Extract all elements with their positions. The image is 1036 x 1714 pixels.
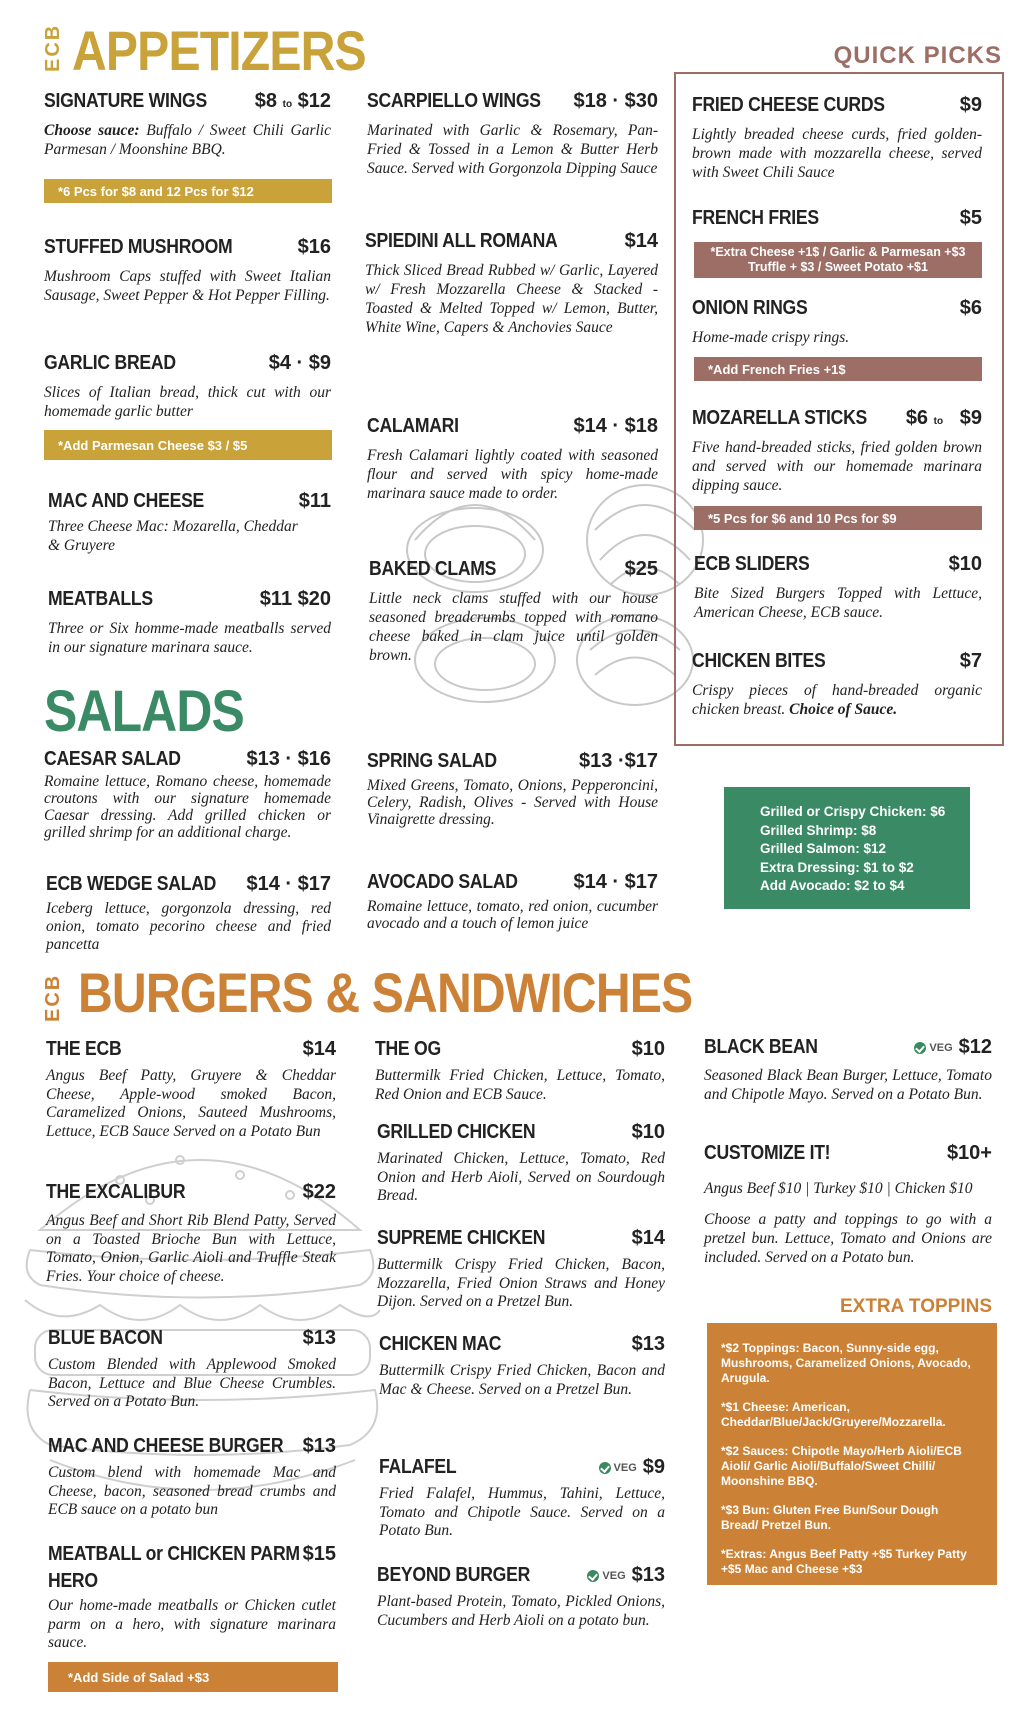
- menu-item-meatballs: [48, 588, 331, 657]
- extra-line: *$2 Toppings: Bacon, Sunny-side egg, Mushrooms, Caramelized Onions, Avocado, Arugula.: [721, 1341, 971, 1385]
- quick-picks-title: QUICK PICKS: [833, 42, 1002, 69]
- salad-spring: [367, 750, 658, 828]
- extra-line: *$2 Sauces: Chipotle Mayo/Herb Aioli/ECB Aioli/ Garlic Aioli/Buffalo/Sweet Chilli/ Moonshine BBQ.: [721, 1444, 962, 1488]
- extra-line: *$3 Bun: Gluten Free Bun/Sour Dough Bread/ Pretzel Bun.: [721, 1503, 939, 1532]
- item-description: Custom blend with homemade Mac and Cheese, bacon, seasoned bread crumbs and ECB sauce on a potato bun: [48, 1464, 336, 1518]
- item-description: Buttermilk Crispy Fried Chicken, Bacon, Mozzarella, Fried Onion Straws and Honey Dijon. Served on a Pretzel Bun.: [377, 1256, 665, 1310]
- item-description: Home-made crispy rings.: [692, 329, 850, 346]
- item-name: MEATBALLS: [48, 588, 153, 610]
- item-description: Angus Beef and Short Rib Blend Patty, Served on a Toasted Brioche Bun with Lettuce, Tomato, Onion, Garlic Aioli and Truffle Steak Fries. Your choice of cheese.: [46, 1212, 336, 1285]
- item-name: CAESAR SALAD: [44, 748, 181, 770]
- item-description: Little neck clams stuffed with our house seasoned breadcrumbs topped with romano cheese baked in clam juice until golden brown.: [369, 590, 658, 664]
- item-price: $13: [302, 1435, 336, 1457]
- item-price: VEG $13: [587, 1564, 665, 1587]
- item-name: BEYOND BURGER: [377, 1564, 531, 1586]
- item-price: $8 to $12: [254, 90, 331, 112]
- note-bar-onion-rings: *Add French Fries +1$: [694, 357, 982, 381]
- item-description: Mixed Greens, Tomato, Onions, Pepperoncini, Celery, Radish, Olives - Served with House Vinaigrette dressing.: [367, 777, 658, 828]
- veg-badge: VEG: [914, 1042, 952, 1054]
- burger-black-bean: [704, 1036, 992, 1104]
- qp-ecb-sliders: [694, 553, 982, 622]
- item-price: $16: [297, 236, 331, 258]
- burger-meatball-parm-hero: [48, 1543, 336, 1653]
- item-price: $13: [631, 1333, 665, 1355]
- sandwich-the-og: [375, 1038, 665, 1104]
- salad-ecb-wedge: [46, 873, 331, 954]
- item-name: FALAFEL: [379, 1456, 457, 1478]
- item-name: GARLIC BREAD: [44, 352, 176, 374]
- note-bar-fries: *Extra Cheese +1$ / Garlic & Parmesan +$3 Truffle + $3 / Sweet Potato +$1: [694, 242, 982, 278]
- menu-item-baked-clams: [369, 558, 658, 665]
- qp-chicken-bites: [692, 650, 982, 719]
- item-price: $9: [959, 94, 982, 116]
- qp-french-fries: [692, 207, 982, 230]
- item-price: $14: [302, 1038, 336, 1060]
- item-name: SCARPIELLO WINGS: [367, 90, 541, 112]
- item-description: Three Cheese Mac: Mozarella, Cheddar & Gruyere: [48, 518, 298, 554]
- check-icon: [587, 1570, 599, 1582]
- item-name: ECB SLIDERS: [694, 553, 810, 575]
- item-description: Slices of Italian bread, thick cut with our homemade garlic butter: [44, 384, 331, 420]
- item-description: Buttermilk Fried Chicken, Lettuce, Tomato, Red Onion and ECB Sauce.: [375, 1067, 665, 1103]
- item-price: $25: [624, 558, 658, 580]
- burger-customize-it: [704, 1142, 992, 1267]
- extra-line: *$1 Cheese: American, Cheddar/Blue/Jack/Gruyere/Mozzarella.: [721, 1400, 946, 1429]
- item-price: $6 to $9: [905, 407, 982, 429]
- item-price: $14: [631, 1227, 665, 1249]
- item-price: $11 $20: [259, 588, 331, 610]
- item-price: $13 ·$17: [579, 750, 658, 772]
- item-price: VEG $12: [914, 1036, 992, 1059]
- item-description: Seasoned Black Bean Burger, Lettuce, Tomato and Chipotle Mayo. Served on a Potato Bun.: [704, 1067, 992, 1103]
- qp-mozarella-sticks: [692, 407, 982, 495]
- item-name: CHICKEN MAC: [379, 1333, 502, 1355]
- item-name: BLUE BACON: [48, 1327, 163, 1349]
- item-price: $5: [959, 207, 982, 229]
- item-name: MOZARELLA STICKS: [692, 407, 868, 429]
- item-price: $10: [631, 1121, 665, 1143]
- sandwich-beyond-burger: [377, 1564, 665, 1630]
- menu-item-scarpiello-wings: [367, 90, 658, 178]
- item-description: Custom Blended with Applewood Smoked Bacon, Lettuce and Blue Cheese Crumbles. Served on a Potato Bun.: [48, 1356, 336, 1410]
- addon-line: Grilled Shrimp: $8: [760, 822, 877, 838]
- item-name: SUPREME CHICKEN: [377, 1227, 546, 1249]
- item-price: $14 · $17: [573, 871, 658, 893]
- qp-onion-rings: [692, 297, 982, 347]
- item-description: Three or Six homme-made meatballs served in our signature marinara sauce.: [48, 620, 331, 656]
- ecb-vertical-label: ECB: [42, 23, 64, 72]
- sandwich-supreme-chicken: [377, 1227, 665, 1312]
- sandwich-chicken-mac: [379, 1333, 665, 1399]
- item-name: FRENCH FRIES: [692, 207, 819, 229]
- item-description: Crispy pieces of hand-breaded organic chicken breast. Choice of Sauce.: [692, 682, 982, 718]
- note-bar-wings: *6 Pcs for $8 and 12 Pcs for $12: [44, 179, 332, 203]
- item-description: Fresh Calamari lightly coated with seasoned flour and served with spicy home-made marinara sauce made to order.: [367, 447, 658, 502]
- note-bar-mozarella: *5 Pcs for $6 and 10 Pcs for $9: [694, 506, 982, 530]
- item-description: Buttermilk Crispy Fried Chicken, Bacon and Mac & Cheese. Served on a Pretzel Bun.: [379, 1362, 665, 1398]
- burger-blue-bacon: [48, 1327, 336, 1412]
- extra-toppings-box: [707, 1323, 997, 1585]
- item-description: Thick Sliced Bread Rubbed w/ Garlic, Layered w/ Fresh Mozzarella Cheese & Stacked - Toasted & Melted Topped w/ Lemon, Butter, White Wine, Capers & Anchovies Sauce: [365, 262, 658, 336]
- item-name: SPIEDINI ALL ROMANA: [365, 230, 558, 252]
- item-description: Plant-based Protein, Tomato, Pickled Onions, Cucumbers and Herb Aioli on a potato bun.: [377, 1593, 665, 1629]
- item-price: VEG $9: [599, 1456, 665, 1479]
- item-name: AVOCADO SALAD: [367, 871, 518, 893]
- salads-title: SALADS: [44, 679, 244, 744]
- menu-item-stuffed-mushroom: [44, 236, 331, 305]
- item-description: Fried Falafel, Hummus, Tahini, Lettuce, Tomato and Chipotle Sauce. Served on a Potato Bun.: [379, 1485, 665, 1539]
- item-name: MEATBALL or CHICKEN PARM: [48, 1543, 300, 1565]
- item-name: CALAMARI: [367, 415, 459, 437]
- note-bar-hero: *Add Side of Salad +$3: [48, 1662, 338, 1692]
- addon-line: Extra Dressing: $1 to $2: [760, 859, 914, 875]
- menu-item-garlic-bread: [44, 352, 331, 421]
- item-name: MAC AND CHEESE: [48, 490, 205, 512]
- item-description: Iceberg lettuce, gorgonzola dressing, red onion, tomato pecorino cheese and fried pancetta: [46, 900, 331, 953]
- item-name: MAC AND CHEESE BURGER: [48, 1435, 284, 1457]
- salad-caesar: [44, 748, 331, 841]
- item-description: Five hand-breaded sticks, fried golden brown and served with our homemade marinara dipping sauce.: [692, 439, 982, 494]
- item-price: $11: [298, 490, 331, 512]
- item-price: $10: [948, 553, 982, 575]
- item-price: $10+: [946, 1142, 992, 1164]
- item-name: FRIED CHEESE CURDS: [692, 94, 885, 116]
- item-name: CUSTOMIZE IT!: [704, 1142, 831, 1164]
- salad-avocado: [367, 871, 658, 932]
- ecb-vertical-label: ECB: [42, 973, 64, 1022]
- menu-item-calamari: [367, 415, 658, 503]
- item-name: GRILLED CHICKEN: [377, 1121, 536, 1143]
- item-name: STUFFED MUSHROOM: [44, 236, 233, 258]
- veg-badge: VEG: [599, 1462, 637, 1474]
- item-description: Romaine lettuce, tomato, red onion, cucumber avocado and a touch of lemon juice: [367, 898, 658, 932]
- sandwich-grilled-chicken: [377, 1121, 665, 1206]
- item-description: Marinated Chicken, Lettuce, Tomato, Red Onion and Herb Aioli, Served on Sourdough Bread.: [377, 1150, 665, 1204]
- veg-badge: VEG: [587, 1570, 625, 1582]
- item-description: Marinated with Garlic & Rosemary, Pan-Fried & Tossed in a Lemon & Butter Herb Sauce. Served with Gorgonzola Dipping Sauce: [367, 122, 658, 177]
- item-name: ONION RINGS: [692, 297, 808, 319]
- menu-item-mac-and-cheese: [48, 490, 331, 555]
- item-price: $14: [624, 230, 658, 252]
- item-price: $22: [302, 1181, 336, 1203]
- addon-line: Add Avocado: $2 to $4: [760, 878, 905, 893]
- item-price: $13: [302, 1327, 336, 1349]
- item-description: Mushroom Caps stuffed with Sweet Italian Sausage, Sweet Pepper & Hot Pepper Filling.: [44, 268, 331, 304]
- menu-item-spiedini: [365, 230, 658, 337]
- item-name: ECB WEDGE SALAD: [46, 873, 217, 895]
- item-description: Bite Sized Burgers Topped with Lettuce, American Cheese, ECB sauce.: [694, 585, 982, 621]
- check-icon: [599, 1462, 611, 1474]
- burger-the-excalibur: [46, 1181, 336, 1286]
- item-price: $14 · $17: [246, 873, 331, 895]
- check-icon: [914, 1042, 926, 1054]
- item-price: $10: [631, 1038, 665, 1060]
- item-name-line2: HERO: [48, 1570, 98, 1592]
- item-description: Romaine lettuce, Romano cheese, homemade croutons with our signature homemade Caesar dressing. Add grilled chicken or grilled shrimp for an additional charge.: [44, 773, 331, 841]
- item-price: $4 · $9: [268, 352, 331, 374]
- item-name: SPRING SALAD: [367, 750, 497, 772]
- qp-fried-cheese-curds: [692, 94, 982, 182]
- addon-line: Grilled Salmon: $12: [760, 841, 887, 856]
- item-name: BLACK BEAN: [704, 1036, 818, 1058]
- item-price: $14 · $18: [573, 415, 658, 437]
- item-price: $13 · $16: [246, 748, 331, 770]
- addon-line: Grilled or Crispy Chicken: $6: [760, 804, 946, 819]
- sandwich-falafel: [379, 1456, 665, 1541]
- item-name: THE OG: [375, 1038, 441, 1060]
- burgers-title: BURGERS & SANDWICHES: [78, 961, 693, 1024]
- note-bar-garlic: *Add Parmesan Cheese $3 / $5: [44, 430, 332, 460]
- item-price: $7: [959, 650, 982, 672]
- extra-toppings-title: EXTRA TOPPINS: [839, 1296, 992, 1317]
- item-name: SIGNATURE WINGS: [44, 90, 207, 112]
- item-description: Our home-made meatballs or Chicken cutlet parm on a hero, with signature marinara sauce.: [48, 1597, 336, 1651]
- item-name: CHICKEN BITES: [692, 650, 826, 672]
- item-price: $15: [302, 1543, 336, 1565]
- item-name: BAKED CLAMS: [369, 558, 497, 580]
- item-description: Angus Beef Patty, Gruyere & Cheddar Cheese, Apple-wood smoked Bacon, Caramelized Onions, Sauteed Mushrooms, Lettuce, ECB Sauce Served on a Potato Bun: [46, 1067, 336, 1140]
- salad-addons-box: [724, 787, 970, 909]
- menu-item-signature-wings: [44, 90, 331, 159]
- item-description: Lightly breaded cheese curds, fried golden-brown made with mozzarella cheese, served with Sweet Chili Sauce: [692, 126, 982, 181]
- extra-line: *Extras: Angus Beef Patty +$5 Turkey Patty +$5 Mac and Cheese +$3: [721, 1547, 967, 1576]
- burger-mac-and-cheese: [48, 1435, 336, 1520]
- item-price: $18 · $30: [573, 90, 658, 112]
- item-description: Choose a patty and toppings to go with a pretzel bun. Lettuce, Tomato and Onions are included. Served on a Potato bun.: [704, 1211, 992, 1266]
- item-name: THE ECB: [46, 1038, 122, 1060]
- burger-the-ecb: [46, 1038, 336, 1141]
- item-description: Choose sauce: Buffalo / Sweet Chili Garlic Parmesan / Moonshine BBQ.: [44, 122, 331, 158]
- item-name: THE EXCALIBUR: [46, 1181, 186, 1203]
- item-price: $6: [959, 297, 982, 319]
- patty-options: Angus Beef $10 | Turkey $10 | Chicken $10: [704, 1180, 973, 1197]
- appetizers-title: APPETIZERS: [72, 19, 366, 82]
